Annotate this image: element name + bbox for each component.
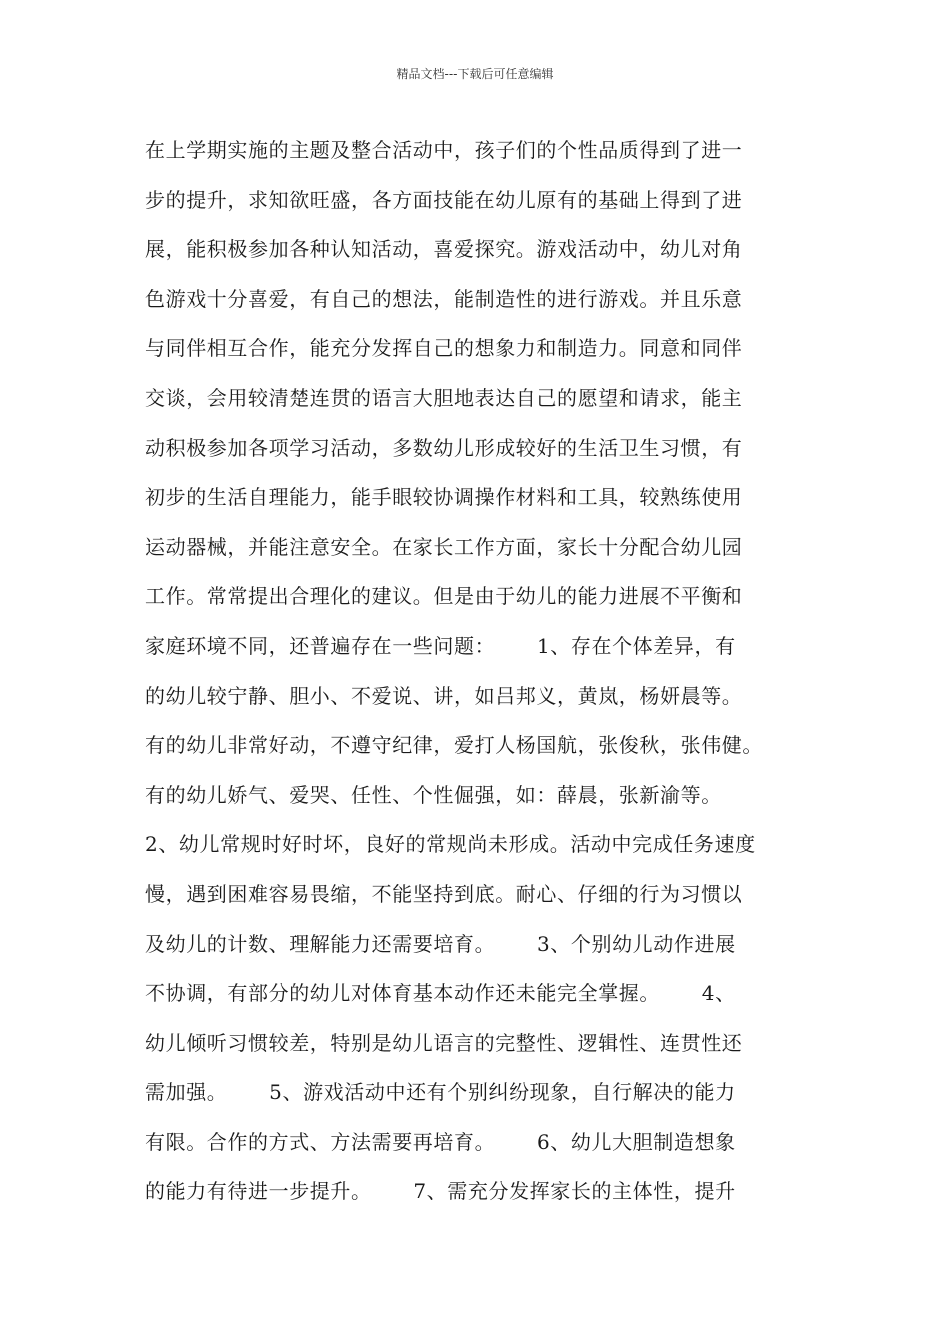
text-line: 2、幼儿常规时好时坏，良好的常规尚未形成。活动中完成任务速度 — [145, 832, 756, 857]
document-body — [145, 126, 845, 1217]
text-line: 步的提升，求知欲旺盛，各方面技能在幼儿原有的基础上得到了进 — [145, 187, 743, 212]
text-line: 不协调，有部分的幼儿对体育基本动作还未能完全掌握。 4、 — [145, 981, 736, 1006]
text-line: 运动器械，并能注意安全。在家长工作方面，家长十分配合幼儿园 — [145, 534, 743, 559]
text-line: 及幼儿的计数、理解能力还需要培育。 3、个别幼儿动作进展 — [145, 931, 736, 956]
text-line: 的幼儿较宁静、胆小、不爱说、讲，如吕邦义，黄岚，杨妍晨等。 — [145, 683, 743, 708]
text-line: 初步的生活自理能力，能手眼较协调操作材料和工具，较熟练使用 — [145, 485, 743, 510]
text-line: 在上学期实施的主题及整合活动中，孩子们的个性品质得到了进一 — [145, 138, 743, 162]
text-line: 有限。合作的方式、方法需要再培育。 6、幼儿大胆制造想象 — [145, 1129, 736, 1154]
text-line: 展，能积极参加各种认知活动，喜爱探究。游戏活动中，幼儿对角 — [145, 237, 743, 262]
text-line: 交谈，会用较清楚连贯的语言大胆地表达自己的愿望和请求，能主 — [145, 385, 743, 410]
text-line: 工作。常常提出合理化的建议。但是由于幼儿的能力进展不平衡和 — [145, 584, 743, 609]
text-line: 需加强。 5、游戏活动中还有个别纠纷现象，自行解决的能力 — [145, 1080, 736, 1105]
text-line: 色游戏十分喜爱，有自己的想法，能制造性的进行游戏。并且乐意 — [145, 286, 743, 311]
text-line: 幼儿倾听习惯较差，特别是幼儿语言的完整性、逻辑性、连贯性还 — [145, 1030, 743, 1055]
text-line: 有的幼儿娇气、爱哭、任性、个性倔强，如：薛晨，张新渝等。 — [145, 782, 722, 807]
text-line: 与同伴相互合作，能充分发挥自己的想象力和制造力。同意和同伴 — [145, 336, 743, 361]
text-line: 有的幼儿非常好动，不遵守纪律，爱打人杨国航，张俊秋，张伟健。 — [145, 733, 763, 758]
text-line: 慢，遇到困难容易畏缩，不能坚持到底。耐心、仔细的行为习惯以 — [145, 881, 743, 906]
text-line: 家庭环境不同，还普遍存在一些问题： 1、存在个体差异，有 — [145, 633, 736, 658]
text-line: 的能力有待进一步提升。 7、需充分发挥家长的主体性，提升 — [145, 1179, 736, 1204]
text-line: 动积极参加各项学习活动，多数幼儿形成较好的生活卫生习惯，有 — [145, 435, 743, 460]
page-header: 精品文档---下载后可任意编辑 — [396, 67, 554, 81]
